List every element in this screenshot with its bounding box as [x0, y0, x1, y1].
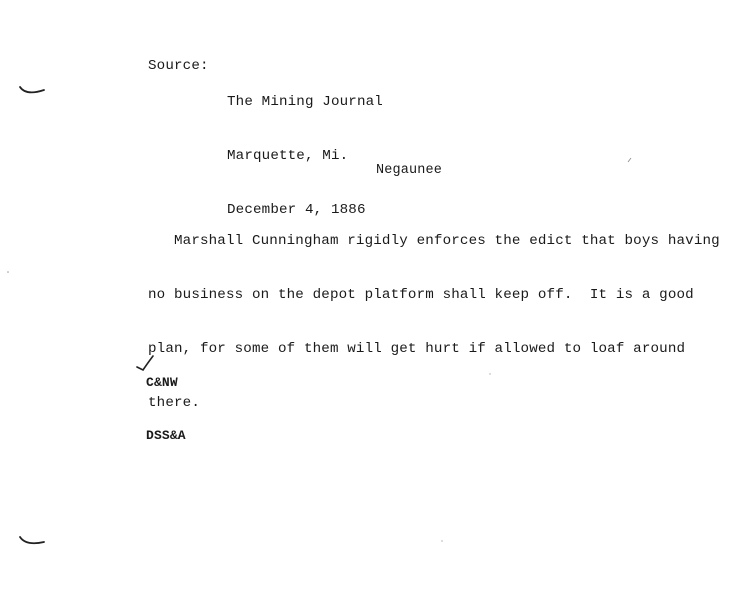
- source-date: December 4, 1886: [227, 202, 366, 218]
- scan-speck: [626, 156, 634, 164]
- article-line: plan, for some of them will get hurt if allowed to loaf around: [148, 341, 686, 357]
- scan-speck: [488, 372, 492, 376]
- article-line: Marshall Cunningham rigidly enforces the edict that boys having: [148, 233, 720, 249]
- article-line: no business on the depot platform shall keep off. It is a good: [148, 287, 694, 303]
- check-mark-icon: [136, 354, 156, 372]
- punch-hole-mark-icon: [18, 84, 48, 98]
- scan-speck: [6, 270, 10, 274]
- article-body: [148, 196, 720, 448]
- source-place: Marquette, Mi.: [227, 148, 349, 164]
- railroad-code: C&NW: [146, 375, 178, 390]
- article-line: there.: [148, 395, 200, 411]
- scan-speck: [440, 539, 444, 543]
- source-publication: The Mining Journal: [227, 94, 383, 110]
- railroad-code: DSS&A: [146, 428, 186, 443]
- article-heading: Negaunee: [376, 163, 443, 178]
- punch-hole-mark-icon: [18, 534, 48, 548]
- source-label: Source:: [148, 58, 209, 74]
